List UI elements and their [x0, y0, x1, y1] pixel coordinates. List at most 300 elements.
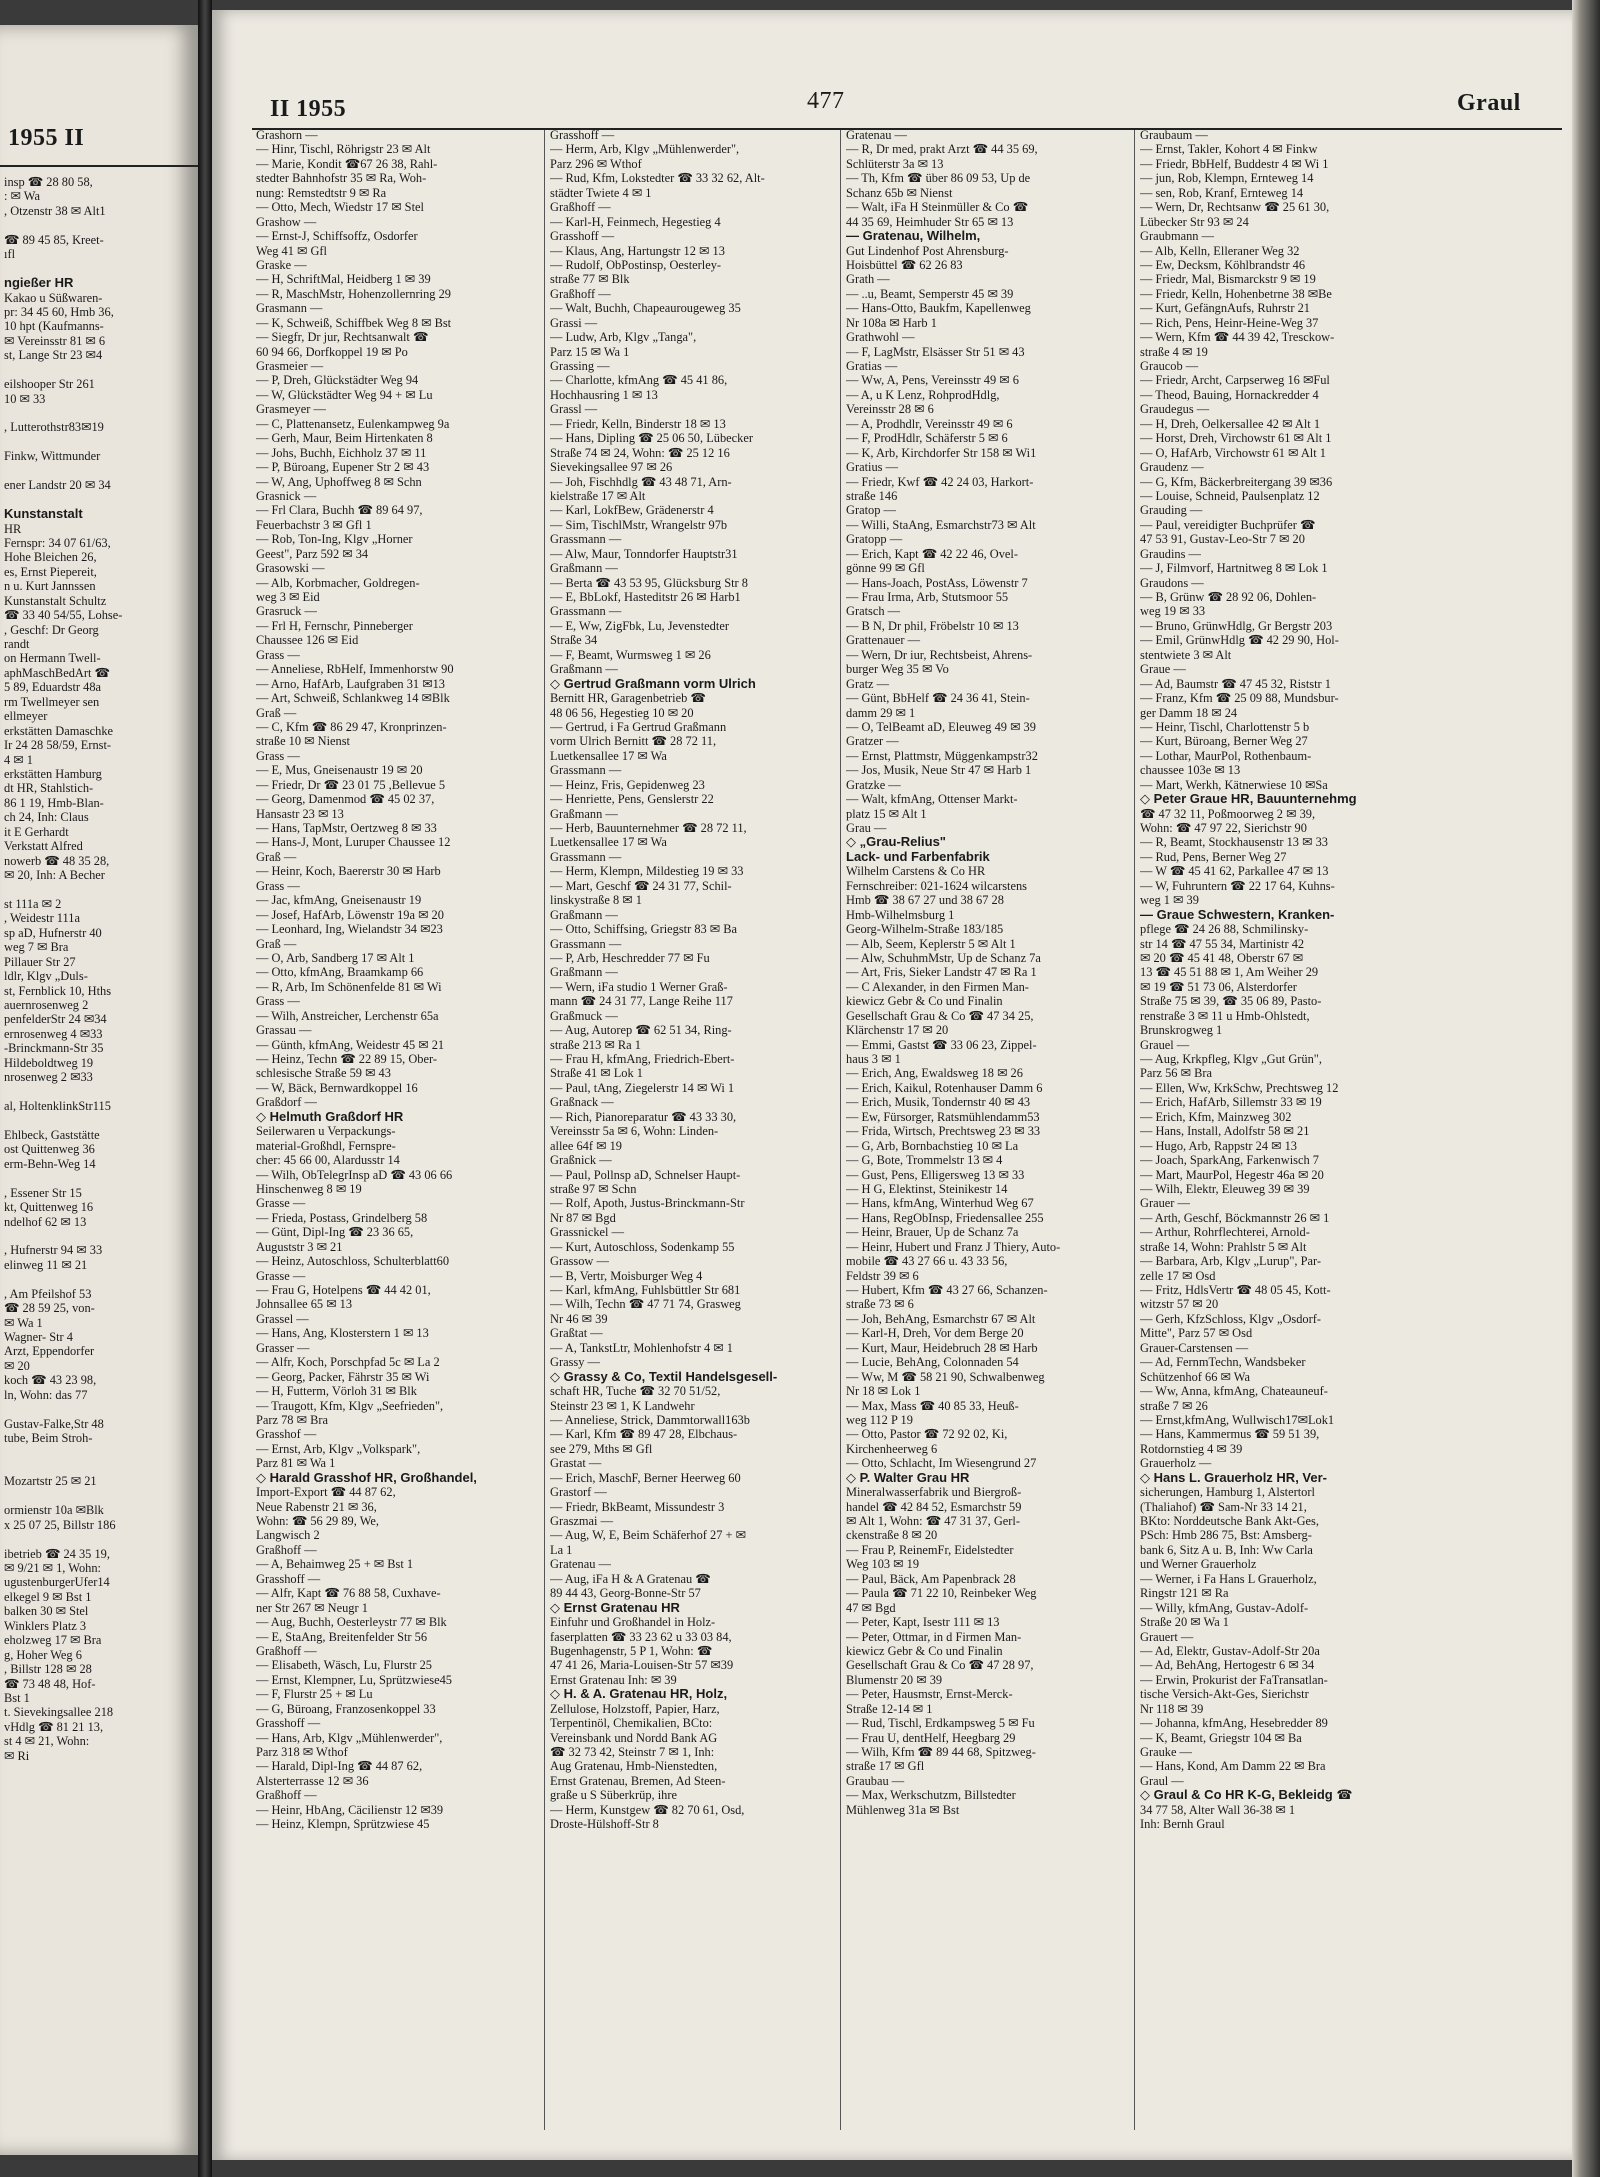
entry-line: — Peter, Ottmar, in d Firmen Man-	[846, 1629, 1022, 1644]
entry-line: n u. Kurt Jannssen	[4, 579, 96, 594]
entry-line: Grastorf —	[550, 1485, 607, 1500]
entry-line: Gratz —	[846, 676, 890, 691]
entry-line: — W, Bäck, Bernwardkoppel 16	[256, 1080, 418, 1095]
entry-line: stedter Bahnhofstr 35 ✉ Ra, Woh-	[256, 171, 427, 186]
entry-line: Grass —	[256, 994, 300, 1009]
entry-line: — Hans, Ang, Klosterstern 1 ✉ 13	[256, 1326, 429, 1341]
entry-line: on Hermann Twell-	[4, 651, 101, 666]
entry-line: nung: Remstedtstr 9 ✉ Ra	[256, 185, 387, 200]
entry-line: Neue Rabenstr 21 ✉ 36,	[256, 1499, 377, 1514]
entry-line: 13 ☎ 45 51 88 ✉ 1, Am Weiher 29	[1140, 965, 1319, 980]
entry-line: — Arthur, Rohrflechterei, Arnold-	[1140, 1225, 1310, 1240]
entry-line: Grasowski —	[256, 561, 325, 576]
entry-line: — Alb, Korbmacher, Goldregen-	[256, 575, 420, 590]
entry-line	[4, 1229, 194, 1243]
entry-line: — Heinr, Hubert und Franz J Thiery, Auto-	[846, 1239, 1061, 1254]
entry-line: , Am Pfeilshof 53	[4, 1286, 92, 1301]
entry-line: — E, StaAng, Breitenfelder Str 56	[256, 1629, 428, 1644]
entry-line: — Ernst-J, Schiffsoffz, Osdorfer	[256, 229, 418, 244]
entry-line: — Ellen, Ww, KrkSchw, Prechtsweg 12	[1140, 1080, 1339, 1095]
entry-line: Grastat —	[550, 1456, 602, 1471]
entry-line: — J, Filmvorf, Hartnitweg 8 ✉ Lok 1	[1140, 561, 1328, 576]
entry-line: — Hugo, Arb, Rappstr 24 ✉ 13	[1140, 1138, 1297, 1153]
entry-line: ✉ Ri	[4, 1748, 30, 1763]
entry-line: Bugenhagenstr, 5 P 1, Wohn: ☎	[550, 1643, 713, 1658]
entry-line: — Alw, SchuhmMstr, Up de Schanz 7a	[846, 950, 1041, 965]
entry-line: penfelderStr 24 ✉34	[4, 1012, 107, 1027]
entry-line: Graucob —	[1140, 359, 1199, 373]
entry-line: Grasmann —	[256, 301, 323, 316]
left-page-column	[4, 175, 194, 1763]
entry-line: Nr 87 ✉ Bgd	[550, 1210, 616, 1225]
entry-line: : ✉ Wa	[4, 189, 40, 204]
entry-line: ✉ 20	[4, 1358, 30, 1373]
entry-line: Grasser —	[256, 1340, 310, 1355]
entry-line: Grashorn —	[256, 128, 318, 142]
entry-line: — Frau P, ReinemFr, Eidelstedter	[846, 1542, 1014, 1557]
entry-line: ◇ Peter Graue HR, Bauunternehmg	[1140, 792, 1357, 807]
entry-line: — Peter, Kapt, Isestr 111 ✉ 13	[846, 1615, 1000, 1630]
entry-line: — A, Behaimweg 25 + ✉ Bst 1	[256, 1557, 414, 1572]
entry-line: — Anneliese, Strick, Dammtorwall163b	[550, 1412, 750, 1427]
entry-line: Graue —	[1140, 662, 1186, 677]
entry-line	[4, 493, 194, 507]
entry-line: Grassnickel —	[550, 1225, 624, 1240]
entry-line: Klärchenstr 17 ✉ 20	[846, 1023, 949, 1038]
entry-line: Grau —	[846, 821, 887, 835]
entry-line: Grass —	[256, 748, 300, 763]
entry-line: Brunskrogweg 1	[1140, 1023, 1223, 1038]
entry-line: ln, Wohn: das 77	[4, 1387, 88, 1402]
entry-line: Langwisch 2	[256, 1528, 320, 1543]
entry-line: — Herm, Klempn, Mildestieg 19 ✉ 33	[550, 864, 744, 879]
entry-line: Gratzer —	[846, 734, 899, 749]
entry-line: ldlr, Klgv „Duls-	[4, 969, 88, 984]
entry-line: elinweg 11 ✉ 21	[4, 1257, 88, 1272]
entry-line: — Alw, Maur, Tonndorfer Hauptstr31	[550, 546, 738, 561]
entry-line: — Hans, Kond, Am Damm 22 ✉ Bra	[1140, 1759, 1326, 1774]
entry-line: Johnsallee 65 ✉ 13	[256, 1297, 353, 1312]
entry-line	[4, 882, 194, 896]
column-divider-2	[840, 130, 841, 2130]
entry-line: — Ad, Baumstr ☎ 47 45 32, Riststr 1	[1140, 676, 1331, 691]
entry-line: 10 ✉ 33	[4, 391, 46, 406]
entry-line: — Johs, Buchh, Eichholz 37 ✉ 11	[256, 445, 427, 460]
entry-line: — H, Dreh, Oelkersallee 42 ✉ Alt 1	[1140, 416, 1321, 431]
entry-line: bank 6, Sitz A u. B, Inh: Ww Carla	[1140, 1542, 1313, 1557]
entry-line: Aug Gratenau, Hmb-Nienstedten,	[550, 1759, 718, 1774]
entry-line: Ernst Gratenau Inh: ✉ 39	[550, 1672, 677, 1687]
entry-line: — A, TankstLtr, Mohlenhofstr 4 ✉ 1	[550, 1340, 733, 1355]
entry-line: nowerb ☎ 48 35 28,	[4, 853, 110, 868]
entry-line: — A, u K Lenz, RohprodHdlg,	[846, 387, 1000, 402]
entry-line: Wagner- Str 4	[4, 1330, 73, 1344]
entry-line: — Emmi, Gastst ☎ 33 06 23, Zippel-	[846, 1037, 1037, 1052]
entry-line: — Anneliese, RbHelf, Immenhorstw 90	[256, 662, 454, 677]
entry-line: Geest", Parz 592 ✉ 34	[256, 546, 369, 561]
entry-line	[4, 363, 194, 377]
entry-line: Hildeboldtweg 19	[4, 1055, 94, 1070]
entry-line: Schützenhof 66 ✉ Wa	[1140, 1369, 1250, 1384]
entry-line: Grasshof —	[256, 1427, 317, 1442]
entry-line: — Marie, Kondit ☎67 26 38, Rahl-	[256, 156, 438, 171]
entry-line: Parz 15 ✉ Wa 1	[550, 344, 630, 359]
right-page-header-left: II 1955	[270, 96, 347, 122]
entry-line: — Karl, Kfm ☎ 89 47 28, Elbchaus-	[550, 1427, 738, 1442]
entry-line: ☎ 33 40 54/55, Lohse-	[4, 608, 123, 623]
entry-line: Kunstanstalt	[4, 507, 83, 522]
entry-line: Graßhoff —	[550, 200, 611, 215]
entry-line: — B, Vertr, Moisburger Weg 4	[550, 1268, 703, 1283]
entry-line: ger Damm 18 ✉ 24	[1140, 705, 1238, 720]
entry-line: — P, Arb, Heschredder 77 ✉ Fu	[550, 950, 710, 965]
entry-line: — Kurt, Büroang, Berner Weg 27	[1140, 734, 1308, 749]
entry-line: — Günt, Dipl-Ing ☎ 23 36 65,	[256, 1225, 414, 1240]
entry-line: — G, Arb, Bornbachstieg 10 ✉ La	[846, 1138, 1019, 1153]
entry-line: Parz 296 ✉ Wthof	[550, 156, 642, 171]
entry-line: Gratenau —	[550, 1557, 611, 1572]
entry-line: — jun, Rob, Klempn, Ernteweg 14	[1140, 171, 1314, 186]
entry-line: — F, Beamt, Wurmsweg 1 ✉ 26	[550, 647, 711, 662]
page-edge-shadow	[1572, 0, 1600, 2177]
entry-line: ✉ 20, Inh: A Becher	[4, 868, 105, 882]
entry-line: Weg 41 ✉ Gfl	[256, 243, 327, 258]
entry-line: — C, Kfm ☎ 86 29 47, Kronprinzen-	[256, 719, 447, 734]
entry-line: — F, Flurstr 25 + ✉ Lu	[256, 1687, 373, 1702]
entry-line: Vereinsstr 28 ✉ 6	[846, 402, 934, 417]
entry-line: — Frieda, Postass, Grindelberg 58	[256, 1210, 428, 1225]
entry-line: str 14 ☎ 47 55 34, Martinistr 42	[1140, 936, 1305, 951]
entry-line: 47 41 26, Maria-Louisen-Str 57 ✉39	[550, 1658, 734, 1673]
entry-line: — Jos, Musik, Neue Str 47 ✉ Harb 1	[846, 763, 1032, 778]
entry-line: 47 ✉ Bgd	[846, 1600, 896, 1615]
entry-line: — Herm, Kunstgew ☎ 82 70 61, Osd,	[550, 1802, 745, 1817]
entry-line: Graßmann —	[550, 907, 618, 922]
entry-line: 5 89, Eduardstr 48a	[4, 680, 102, 695]
entry-line: — Henriette, Pens, Genslerstr 22	[550, 792, 714, 807]
entry-line: erm-Behn-Weg 14	[4, 1156, 96, 1171]
entry-line: — Max, Werkschutzm, Billstedter	[846, 1788, 1016, 1803]
entry-line: ✉ Alt 1, Wohn: ☎ 47 31 37, Gerl-	[846, 1514, 1020, 1528]
entry-line: Grassmann —	[550, 849, 622, 864]
entry-line: Hoisbüttel ☎ 62 26 83	[846, 257, 963, 272]
entry-line: — Walt, Buchh, Chapeaurougeweg 35	[550, 301, 741, 316]
entry-line: auernrosenweg 2	[4, 997, 89, 1012]
entry-line: Straße 12-14 ✉ 1	[846, 1701, 933, 1716]
entry-line: Ir 24 28 58/59, Ernst-	[4, 738, 112, 753]
entry-line: — Karl, kfmAng, Fuhlsbüttler Str 681	[550, 1283, 741, 1297]
entry-line: ◇ Hans L. Grauerholz HR, Ver-	[1140, 1470, 1327, 1485]
entry-line: — Joh, BehAng, Esmarchstr 67 ✉ Alt	[846, 1311, 1036, 1326]
entry-line: — Aug, W, E, Beim Schäferhof 27 + ✉	[550, 1528, 746, 1543]
entry-line: Graul —	[1140, 1773, 1184, 1788]
entry-line: ◇ Graul & Co HR K-G, Bekleidg ☎	[1140, 1788, 1353, 1803]
entry-line: — Ww, A, Pens, Vereinsstr 49 ✉ 6	[846, 373, 1019, 388]
entry-line: , Essener Str 15	[4, 1185, 82, 1200]
entry-line: Feldstr 39 ✉ 6	[846, 1268, 919, 1283]
entry-line: — Theod, Bauing, Hornackredder 4	[1140, 387, 1319, 402]
entry-line: Grass —	[256, 647, 300, 662]
entry-line: Graubmann —	[1140, 229, 1214, 244]
entry-line: witzstr 57 ✉ 20	[1140, 1297, 1219, 1312]
entry-line: HR	[4, 521, 22, 536]
entry-line: Graudenz —	[1140, 460, 1204, 475]
entry-line: Grattenauer —	[846, 633, 920, 648]
entry-line: — O, HafArb, Virchowstr 61 ✉ Alt 1	[1140, 445, 1326, 460]
right-page	[212, 10, 1572, 2160]
entry-line: Graßhoff —	[256, 1643, 317, 1658]
entry-line: — Elisabeth, Wäsch, Lu, Flurstr 25	[256, 1658, 432, 1673]
entry-line: Graske —	[256, 257, 307, 272]
entry-line: Graudegus —	[1140, 402, 1210, 417]
entry-line: — Paula ☎ 71 22 10, Reinbeker Weg	[846, 1586, 1037, 1601]
entry-line: — W, Ang, Uphoffweg 8 ✉ Schn	[256, 474, 422, 489]
entry-line: — Alfr, Koch, Porschpfad 5c ✉ La 2	[256, 1355, 440, 1370]
entry-line: ◇ Helmuth Graßdorf HR	[256, 1109, 404, 1124]
entry-line: — Ad, FernmTechn, Wandsbeker	[1140, 1355, 1306, 1370]
entry-line: nrosenweg 2 ✉33	[4, 1070, 93, 1085]
entry-line: — F, LagMstr, Elsässer Str 51 ✉ 43	[846, 344, 1025, 359]
entry-line: kt, Quittenweg 16	[4, 1200, 94, 1215]
entry-line: — Erich, Ang, Ewaldsweg 18 ✉ 26	[846, 1066, 1023, 1081]
entry-line: — Friedr, Kwf ☎ 42 24 03, Harkort-	[846, 474, 1034, 489]
entry-line: — Joh, Fischhdlg ☎ 43 48 71, Arn-	[550, 474, 732, 489]
entry-line: — Hans-Joach, PostAss, Löwenstr 7	[846, 575, 1028, 590]
entry-line: Gesellschaft Grau & Co ☎ 47 34 25,	[846, 1008, 1034, 1023]
entry-line: Weg 103 ✉ 19	[846, 1557, 920, 1572]
entry-line: vHdlg ☎ 81 21 13,	[4, 1719, 104, 1734]
entry-line: — Kurt, Maur, Heidebruch 28 ✉ Harb	[846, 1340, 1038, 1355]
entry-line: Gratsch —	[846, 604, 901, 619]
entry-line: Wohn: ☎ 56 29 89, We,	[256, 1514, 379, 1528]
entry-line: Grauer-Carstensen —	[1140, 1340, 1249, 1355]
entry-line: — Ernst, Arb, Klgv „Volkspark",	[256, 1441, 421, 1456]
entry-line: — Hans-Otto, Baukfm, Kapellenweg	[846, 301, 1031, 316]
entry-line: vorm Ulrich Bernitt ☎ 28 72 11,	[550, 734, 717, 749]
entry-line: Mitte", Parz 57 ✉ Osd	[1140, 1326, 1253, 1341]
entry-line: Grashow —	[256, 214, 317, 229]
entry-line: Seilerwaren u Verpackungs-	[256, 1124, 396, 1139]
entry-line: — Werner, i Fa Hans L Grauerholz,	[1140, 1571, 1317, 1586]
entry-line: Grassmann —	[550, 532, 622, 547]
entry-line: Bst 1	[4, 1690, 30, 1705]
entry-line: Straße 34	[550, 633, 598, 648]
entry-line: — Rich, Pens, Heinr-Heine-Weg 37	[1140, 315, 1319, 330]
entry-line: — Wilh, ObTelegrInsp aD ☎ 43 06 66	[256, 1167, 453, 1182]
entry-line: — Kurt, GefängnAufs, Ruhrstr 21	[1140, 301, 1311, 316]
entry-line: Grauerholz —	[1140, 1456, 1212, 1471]
entry-line: — G, Bote, Trommelstr 13 ✉ 4	[846, 1153, 1003, 1168]
entry-line: Grassmann —	[550, 936, 622, 951]
entry-line: Parz 78 ✉ Bra	[256, 1412, 328, 1427]
entry-line: 60 94 66, Dorfkoppel 19 ✉ Po	[256, 344, 408, 359]
entry-line: Grasshoff —	[256, 1571, 321, 1586]
entry-line: eholzweg 17 ✉ Bra	[4, 1633, 102, 1648]
entry-line: Nr 108a ✉ Harb 1	[846, 315, 937, 330]
entry-line: stentwiete 3 ✉ Alt	[1140, 647, 1232, 662]
entry-line: chaussee 103e ✉ 13	[1140, 763, 1241, 778]
entry-line: erkstätten Hamburg	[4, 766, 102, 781]
entry-line: — Friedr, Archt, Carpserweg 16 ✉Ful	[1140, 373, 1330, 388]
entry-line: — Harald, Dipl-Ing ☎ 44 87 62,	[256, 1759, 423, 1774]
entry-line: Parz 81 ✉ Wa 1	[256, 1456, 336, 1471]
entry-line: — C, Plattenansetz, Eulenkampweg 9a	[256, 416, 450, 431]
entry-line: , Weidestr 111a	[4, 911, 80, 926]
entry-line: — Louise, Schneid, Paulsenplatz 12	[1140, 488, 1320, 503]
entry-line: Grassy —	[550, 1355, 600, 1370]
entry-line: — Paul, tAng, Ziegelerstr 14 ✉ Wi 1	[550, 1080, 735, 1095]
entry-line: — Otto, kfmAng, Braamkamp 66	[256, 965, 424, 980]
entry-line: x 25 07 25, Billstr 186	[4, 1517, 116, 1532]
entry-line: Graß —	[256, 849, 297, 864]
entry-line: , Lutterothstr83✉19	[4, 420, 104, 435]
entry-line: — Otto, Pastor ☎ 72 92 02, Ki,	[846, 1427, 1008, 1442]
entry-line: — K, Beamt, Griegstr 104 ✉ Ba	[1140, 1730, 1302, 1745]
entry-line: — Heinz, Klempn, Sprützwiese 45	[256, 1817, 430, 1832]
entry-line: städter Twiete 4 ✉ 1	[550, 185, 652, 200]
entry-line: — Otto, Mech, Wiedstr 17 ✉ Stel	[256, 200, 424, 215]
entry-line: — E, BbLokf, Hasteditstr 26 ✉ Harb1	[550, 590, 741, 604]
entry-line	[4, 262, 194, 276]
entry-line: platz 15 ✉ Alt 1	[846, 806, 927, 821]
entry-line: material-Großhdl, Fernspre-	[256, 1138, 396, 1153]
entry-line: — W ☎ 45 41 62, Parkallee 47 ✉ 13	[1140, 864, 1329, 879]
entry-line: Grauert —	[1140, 1629, 1194, 1644]
entry-line: — Graue Schwestern, Kranken-	[1140, 907, 1335, 922]
entry-line: Graudons —	[1140, 575, 1204, 590]
entry-line: — ..u, Beamt, Semperstr 45 ✉ 39	[846, 286, 1014, 301]
entry-line	[4, 1085, 194, 1099]
entry-line: Grasse —	[256, 1268, 306, 1283]
entry-line: — Johanna, kfmAng, Hesebredder 89	[1140, 1716, 1328, 1731]
entry-line: straße 213 ✉ Ra 1	[550, 1037, 641, 1052]
entry-line: — Peter, Hausmstr, Ernst-Merck-	[846, 1687, 1013, 1702]
entry-line: Grauel —	[1140, 1037, 1190, 1052]
entry-line: Grauke —	[1140, 1745, 1192, 1759]
entry-line: — Karl-H, Dreh, Vor dem Berge 20	[846, 1326, 1024, 1341]
entry-line: — Heinr, Brauer, Up de Schanz 7a	[846, 1225, 1019, 1240]
entry-line: koch ☎ 43 23 98,	[4, 1373, 97, 1388]
entry-line: — Friedr, Dr ☎ 23 01 75 ,Bellevue 5	[256, 777, 446, 792]
entry-line: ormienstr 10a ✉Blk	[4, 1503, 104, 1518]
entry-line: — Barbara, Arb, Klgv „Lurup", Par-	[1140, 1254, 1321, 1269]
entry-line: ernrosenweg 4 ✉33	[4, 1026, 103, 1041]
entry-line: — K, Schweiß, Schiffbek Weg 8 ✉ Bst	[256, 315, 452, 330]
entry-line: — Emil, GrünwHdlg ☎ 42 29 90, Hol-	[1140, 633, 1339, 648]
entry-line: — Charlotte, kfmAng ☎ 45 41 86,	[550, 373, 728, 388]
entry-line: (Thaliahof) ☎ Sam-Nr 33 14 21,	[1140, 1499, 1307, 1514]
entry-line: Straße 41 ✉ Lok 1	[550, 1066, 643, 1081]
entry-line: straße 17 ✉ Gfl	[846, 1759, 925, 1774]
entry-line: Finkw, Wittmunder	[4, 449, 101, 464]
entry-line: allee 64f ✉ 19	[550, 1138, 622, 1153]
entry-line: Grasshoff —	[550, 229, 615, 244]
entry-line: — W, Glückstädter Weg 94 + ✉ Lu	[256, 387, 433, 402]
entry-line: ☎ 32 73 42, Steinstr 7 ✉ 1, Inh:	[550, 1745, 715, 1759]
entry-line: — Hans, Install, Adolfstr 58 ✉ 21	[1140, 1124, 1310, 1139]
directory-column-4	[1140, 128, 1430, 1832]
directory-column-1	[256, 128, 542, 1832]
entry-line: Fernschreiber: 021-1624 wilcarstens	[846, 878, 1027, 893]
entry-line: — B, Grünw ☎ 28 92 06, Dohlen-	[1140, 590, 1317, 604]
entry-line	[4, 1532, 194, 1546]
entry-line: — Klaus, Ang, Hartungstr 12 ✉ 13	[550, 243, 725, 258]
entry-line: Blumenstr 20 ✉ 39	[846, 1672, 943, 1687]
entry-line: weg 19 ✉ 33	[1140, 604, 1206, 619]
entry-line: Gratopp —	[846, 532, 903, 547]
entry-line: — Erwin, Prokurist der FaTransatlan-	[1140, 1672, 1328, 1687]
entry-line: — Gerh, Maur, Beim Hirtenkaten 8	[256, 431, 433, 446]
entry-line: — Willi, StaAng, Esmarchstr73 ✉ Alt	[846, 517, 1036, 532]
entry-line: pr: 34 45 60, Hmb 36,	[4, 304, 114, 319]
entry-line: Graßmann —	[550, 965, 618, 980]
entry-line: — Rob, Ton-Ing, Klgv „Horner	[256, 532, 413, 547]
entry-line: Straße 20 ✉ Wa 1	[1140, 1615, 1229, 1630]
entry-line: — Fritz, HdlsVertr ☎ 48 05 45, Kott-	[1140, 1283, 1331, 1297]
entry-line: — Alb, Seem, Keplerstr 5 ✉ Alt 1	[846, 936, 1016, 951]
entry-line: — Aug, Krkpfleg, Klgv „Gut Grün",	[1140, 1052, 1322, 1066]
entry-line: al, HoltenklinkStr115	[4, 1099, 111, 1113]
entry-line: — Ew, Decksm, Köhlbrandstr 46	[1140, 257, 1306, 272]
entry-line: Graß —	[256, 936, 297, 951]
entry-line: weg 112 P 19	[846, 1412, 913, 1427]
entry-line: Auguststr 3 ✉ 21	[256, 1239, 343, 1254]
entry-line: ✉ 9/21 ✉ 1, Wohn:	[4, 1561, 101, 1575]
entry-line: — Karl, LokfBew, Grädenerstr 4	[550, 503, 714, 518]
entry-line: — Wilh, Elektr, Eleuweg 39 ✉ 39	[1140, 1181, 1310, 1196]
entry-line: handel ☎ 42 84 52, Esmarchstr 59	[846, 1499, 1022, 1514]
entry-line: renstraße 3 ✉ 11 u Hmb-Ohlstedt,	[1140, 1008, 1310, 1023]
entry-line: — Hans, TapMstr, Oertzweg 8 ✉ 33	[256, 821, 437, 835]
entry-line: Grauer —	[1140, 1196, 1190, 1211]
entry-line: — Joach, SparkAng, Farkenwisch 7	[1140, 1153, 1319, 1168]
entry-line: ch 24, Inh: Claus	[4, 810, 89, 825]
entry-line: straße 73 ✉ 6	[846, 1297, 914, 1312]
entry-line: Graßnick —	[550, 1153, 612, 1168]
entry-line	[4, 1113, 194, 1127]
entry-line: — Karl-H, Feinmech, Hegestieg 4	[550, 214, 721, 229]
entry-line: 10 hpt (Kaufmanns-	[4, 319, 104, 334]
entry-line: — Mart, Werkh, Kätnerwiese 10 ✉Sa	[1140, 777, 1328, 792]
entry-line: erkstätten Damaschke	[4, 723, 114, 738]
entry-line: — Aug, Autorep ☎ 62 51 34, Ring-	[550, 1023, 732, 1038]
entry-line: — Gust, Pens, Elligersweg 13 ✉ 33	[846, 1167, 1025, 1182]
entry-line: Verkstatt Alfred	[4, 839, 83, 854]
entry-line: — Ww, Anna, kfmAng, Chateauneuf-	[1140, 1384, 1328, 1399]
left-page	[0, 25, 198, 2155]
entry-line: — Walt, iFa H Steinmüller & Co ☎	[846, 200, 1029, 215]
entry-line: ugustenburgerUfer14	[4, 1575, 110, 1590]
entry-line: — Walt, kfmAng, Ottenser Markt-	[846, 792, 1018, 807]
entry-line: Inh: Bernh Graul	[1140, 1817, 1225, 1832]
entry-line: PSch: Hmb 286 75, Bst: Amsberg-	[1140, 1528, 1312, 1543]
entry-line: — Günt, BbHelf ☎ 24 36 41, Stein-	[846, 691, 1030, 706]
entry-line: — Heinz, Autoschloss, Schulterblatt60	[256, 1254, 450, 1269]
entry-line: Parz 56 ✉ Bra	[1140, 1066, 1212, 1081]
entry-line: ◇ P. Walter Grau HR	[846, 1470, 970, 1485]
entry-line: straße 14, Wohn: Prahlstr 5 ✉ Alt	[1140, 1239, 1307, 1254]
entry-line: Grasnick —	[256, 488, 317, 503]
entry-line: — H, SchriftMal, Heidberg 1 ✉ 39	[256, 272, 431, 287]
entry-line: — Friedr, BkBeamt, Missundestr 3	[550, 1499, 725, 1514]
entry-line: Sievekingsallee 97 ✉ 26	[550, 460, 673, 475]
entry-line: — R, Beamt, Stockhausenstr 13 ✉ 33	[1140, 835, 1328, 850]
directory-column-2	[550, 128, 836, 1832]
entry-line: — Mart, Geschf ☎ 24 31 77, Schil-	[550, 878, 732, 893]
entry-line: faserplatten ☎ 33 23 62 u 33 03 84,	[550, 1629, 732, 1644]
entry-line: — Aug, Buchh, Oesterleystr 77 ✉ Blk	[256, 1615, 447, 1630]
entry-line: schlesische Straße 59 ✉ 43	[256, 1066, 391, 1081]
